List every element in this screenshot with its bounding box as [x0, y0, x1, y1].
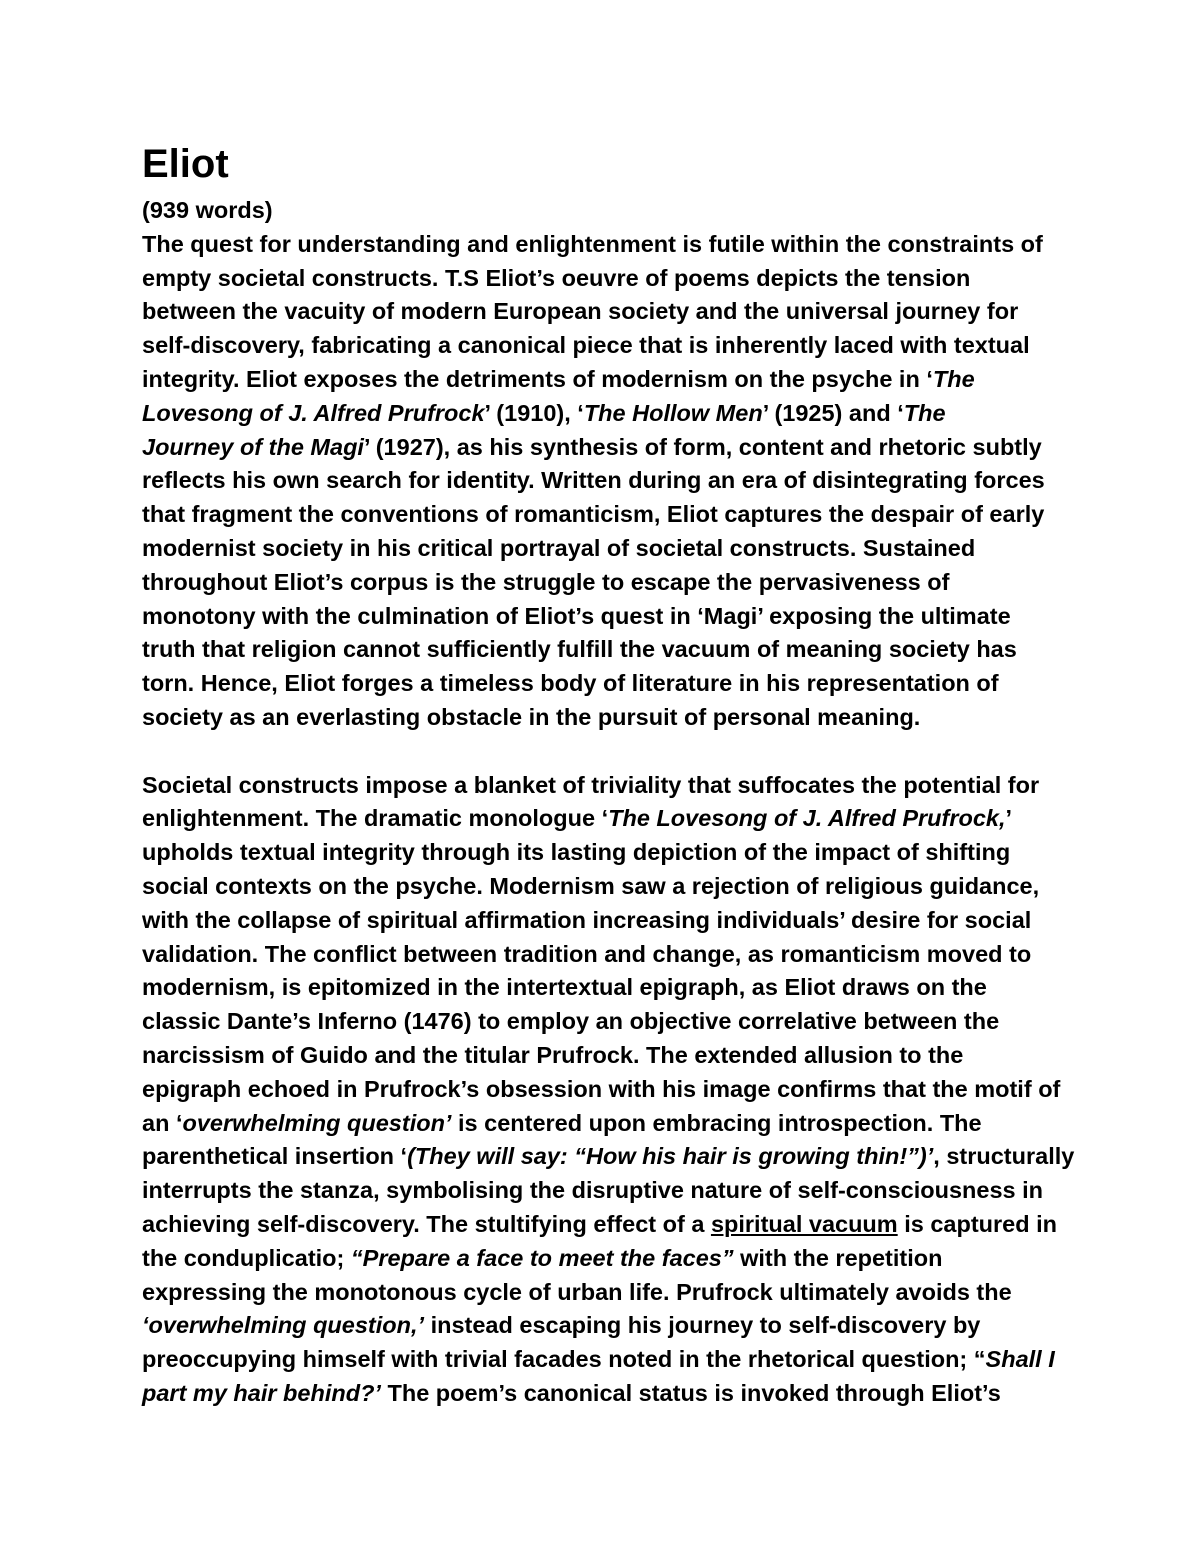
text-run: society as an everlasting obstacle in the pursuit of personal meaning.: [142, 703, 921, 730]
text-line: [142, 1377, 1082, 1411]
text-run: The poem’s canonical status is invoked through Eliot’s: [380, 1379, 1001, 1406]
text-line: [142, 1140, 1082, 1174]
italic-text: Lovesong of J. Alfred Prufrock: [142, 399, 485, 426]
text-run: ’ (1927), as his synthesis of form, content and rhetoric subtly: [363, 433, 1042, 460]
text-run: self-discovery, fabricating a canonical piece that is inherently laced with textual: [142, 332, 1030, 359]
text-line: [142, 262, 1082, 296]
text-line: [142, 769, 1082, 803]
text-run: epigraph echoed in Prufrock’s obsession with his image confirms that the motif of: [142, 1075, 1061, 1102]
text-line: [142, 1073, 1082, 1107]
text-line: [142, 1039, 1082, 1073]
text-line: [142, 667, 1082, 701]
text-run: upholds textual integrity through its lasting depiction of the impact of shifting: [142, 839, 1011, 866]
text-run: modernist society in his critical portrayal of societal constructs. Sustained: [142, 534, 976, 561]
italic-text: “Prepare a face to meet the faces”: [350, 1244, 734, 1271]
document-page: [142, 140, 1082, 1411]
text-run: enlightenment. The dramatic monologue ‘: [142, 805, 609, 832]
italic-text: The Hollow Men: [583, 399, 763, 426]
text-line: [142, 1208, 1082, 1242]
text-line: [142, 532, 1082, 566]
text-run: achieving self-discovery. The stultifying effect of a: [142, 1210, 711, 1237]
text-line: [142, 295, 1082, 329]
text-line: [142, 633, 1082, 667]
text-run: truth that religion cannot sufficiently fulfill the vacuum of meaning society has: [142, 636, 1017, 663]
text-line: [142, 1242, 1082, 1276]
text-line: [142, 329, 1082, 363]
text-line: [142, 1343, 1082, 1377]
text-run: classic Dante’s Inferno (1476) to employ an objective correlative between the: [142, 1008, 1000, 1035]
text-line: [142, 870, 1082, 904]
text-run: torn. Hence, Eliot forges a timeless body of literature in his representation of: [142, 670, 999, 697]
text-run: interrupts the stanza, symbolising the disruptive nature of self-consciousness in: [142, 1177, 1044, 1204]
text-run: with the repetition: [733, 1244, 943, 1271]
text-line: [142, 802, 1082, 836]
text-run: narcissism of Guido and the titular Prufrock. The extended allusion to the: [142, 1041, 964, 1068]
text-run: reflects his own search for identity. Written during an era of disintegrating forces: [142, 467, 1045, 494]
text-line: [142, 836, 1082, 870]
text-run: is centered upon embracing introspection. The: [451, 1109, 982, 1136]
text-line: [142, 938, 1082, 972]
text-run: Societal constructs impose a blanket of triviality that suffocates the potential for: [142, 771, 1040, 798]
text-line: [142, 1174, 1082, 1208]
text-line: [142, 363, 1082, 397]
text-run: empty societal constructs. T.S Eliot’s oeuvre of poems depicts the tension: [142, 264, 971, 291]
document-body: [142, 228, 1082, 1411]
italic-text: overwhelming question’: [182, 1109, 452, 1136]
text-run: social contexts on the psyche. Modernism saw a rejection of religious guidance,: [142, 872, 1040, 899]
text-line: [142, 904, 1082, 938]
text-line: [142, 397, 1082, 431]
text-run: is captured in: [897, 1210, 1058, 1237]
text-line: [142, 1309, 1082, 1343]
body-paragraph: [142, 228, 1082, 735]
text-run: validation. The conflict between tradition and change, as romanticism moved to: [142, 940, 1032, 967]
italic-text: The: [903, 399, 946, 426]
text-run: that fragment the conventions of romanticism, Eliot captures the despair of early: [142, 501, 1045, 528]
text-line: [142, 971, 1082, 1005]
text-run: The quest for understanding and enlightenment is futile within the constraints of: [142, 230, 1043, 257]
text-line: [142, 228, 1082, 262]
text-run: the conduplicatio;: [142, 1244, 351, 1271]
italic-text: Journey of the Magi: [142, 433, 364, 460]
text-run: integrity. Eliot exposes the detriments of modernism on the psyche in ‘: [142, 365, 933, 392]
text-line: [142, 701, 1082, 735]
document-title: Eliot: [142, 142, 229, 186]
text-line: [142, 498, 1082, 532]
underlined-text: spiritual vacuum: [710, 1210, 898, 1237]
text-run: an ‘: [142, 1109, 183, 1136]
text-run: preoccupying himself with trivial facades noted in the rhetorical question; “: [142, 1346, 986, 1373]
text-run: instead escaping his journey to self-discovery by: [424, 1312, 981, 1339]
text-run: expressing the monotonous cycle of urban life. Prufrock ultimately avoids the: [142, 1278, 1012, 1305]
text-run: parenthetical insertion ‘: [142, 1143, 408, 1170]
word-count: (939 words): [142, 197, 273, 223]
italic-text: part my hair behind?’: [142, 1379, 381, 1406]
text-run: , structurally: [933, 1143, 1075, 1170]
text-run: between the vacuity of modern European society and the universal journey for: [142, 298, 1019, 325]
italic-text: Shall I: [985, 1346, 1055, 1373]
italic-text: (They will say: “How his hair is growing thin!”)’: [407, 1143, 934, 1170]
text-run: throughout Eliot’s corpus is the struggle to escape the pervasiveness of: [142, 568, 950, 595]
text-line: [142, 1107, 1082, 1141]
italic-text: ‘overwhelming question,’: [142, 1312, 425, 1339]
text-line: [142, 600, 1082, 634]
text-run: modernism, is epitomized in the intertextual epigraph, as Eliot draws on the: [142, 974, 987, 1001]
text-run: ’: [1005, 805, 1013, 832]
text-line: [142, 566, 1082, 600]
text-run: monotony with the culmination of Eliot’s quest in ‘Magi’ exposing the ultimate: [142, 602, 1011, 629]
body-paragraph: [142, 769, 1082, 1411]
text-run: ’ (1910), ‘: [484, 399, 584, 426]
text-line: [142, 1276, 1082, 1310]
italic-text: The: [932, 365, 975, 392]
text-line: [142, 1005, 1082, 1039]
text-line: [142, 464, 1082, 498]
text-line: [142, 431, 1082, 465]
text-run: with the collapse of spiritual affirmation increasing individuals’ desire for social: [142, 906, 1032, 933]
text-run: ’ (1925) and ‘: [762, 399, 904, 426]
italic-text: The Lovesong of J. Alfred Prufrock,: [608, 805, 1006, 832]
